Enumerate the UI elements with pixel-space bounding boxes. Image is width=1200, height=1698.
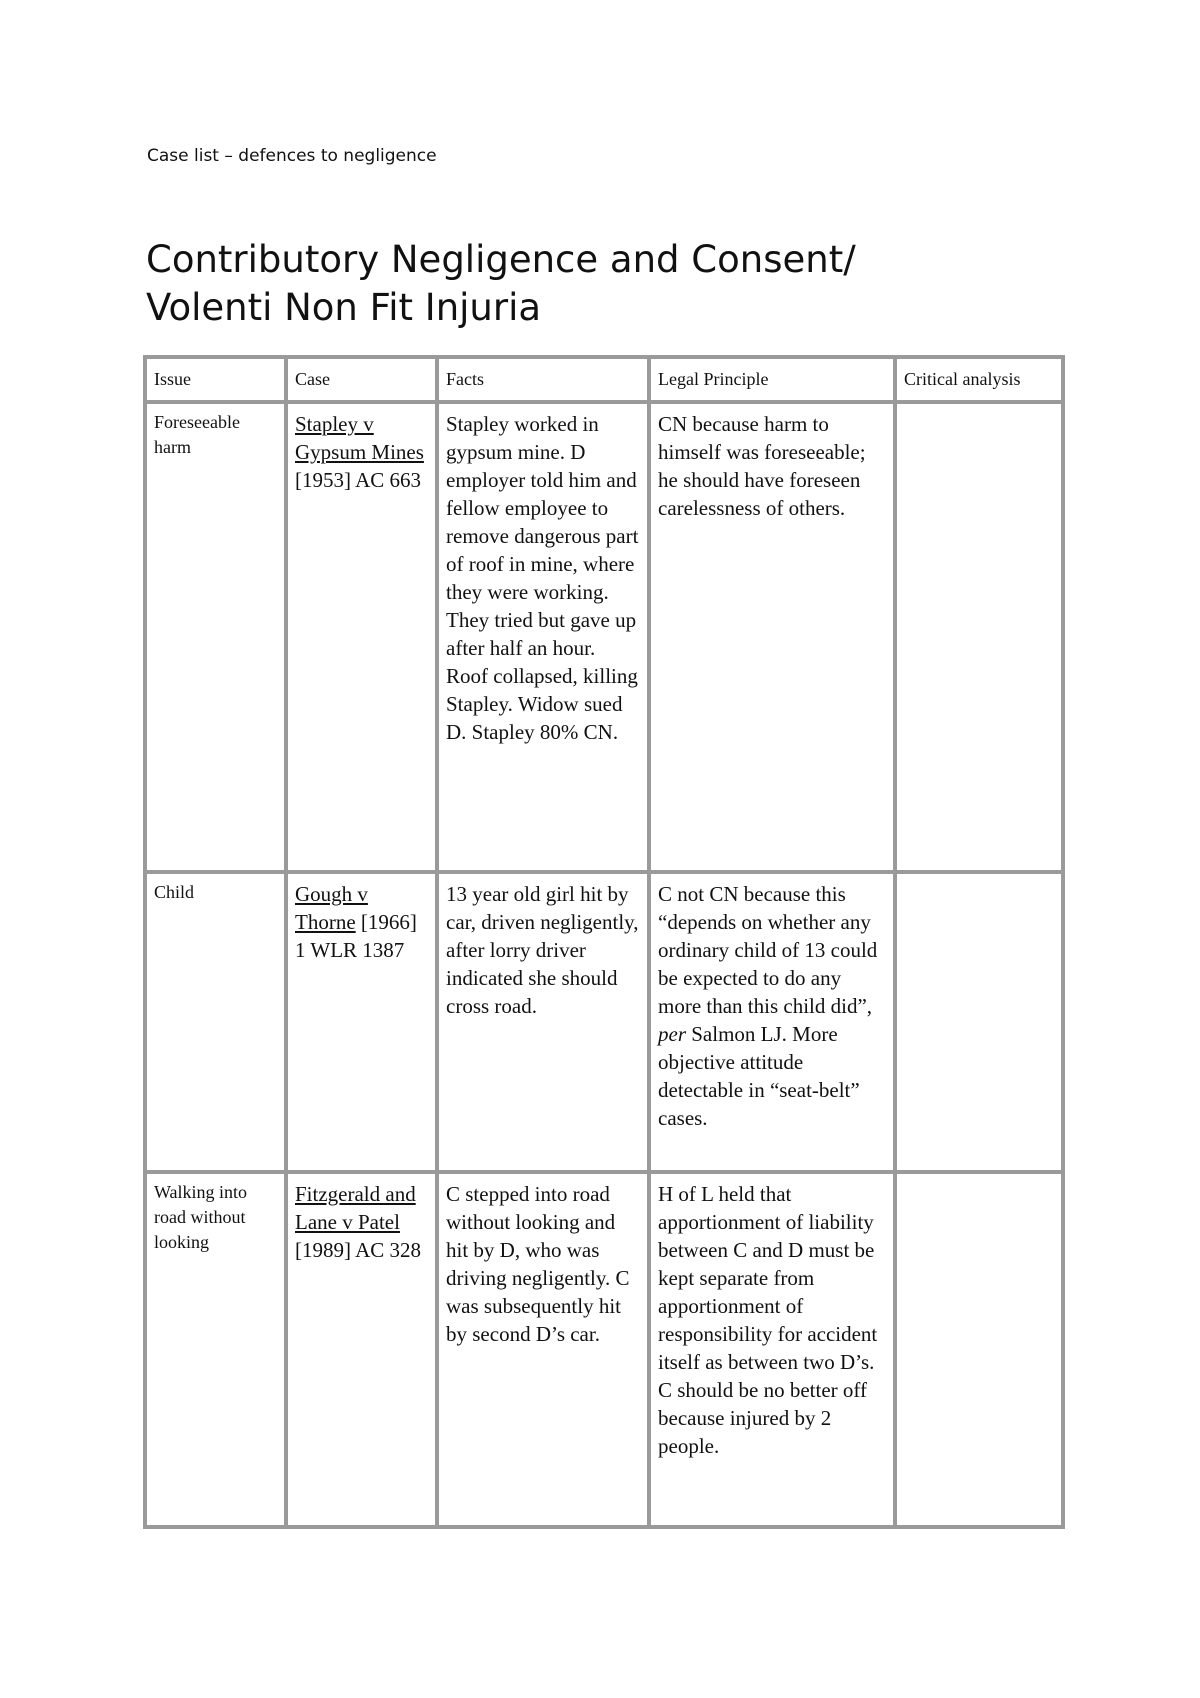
legal-principle-cell: [649, 402, 895, 872]
legal-principle-cell: [649, 1172, 895, 1527]
column-header-facts: Facts: [437, 357, 649, 402]
column-header-legal-principle: Legal Principle: [649, 357, 895, 402]
case-citation: [1966] 1 WLR 1387: [295, 910, 417, 962]
facts-cell: C stepped into road without looking and hit by D, who was driving negligently. C was subsequently hit by second D’s car.: [437, 1172, 649, 1527]
page-title-line-2: Volenti Non Fit Injuria: [146, 286, 542, 329]
critical-analysis-cell[interactable]: [895, 402, 1063, 872]
legal-principle-text: CN because harm to himself was foreseeable; he should have foreseen carelessness of others.: [658, 412, 866, 520]
column-header-issue: Issue: [145, 357, 286, 402]
case-cell: [286, 872, 437, 1172]
legal-principle-emphasis: per: [658, 1022, 686, 1046]
critical-analysis-cell[interactable]: [895, 872, 1063, 1172]
legal-principle-cell: [649, 872, 895, 1172]
page-title-line-1: Contributory Negligence and Consent/: [146, 238, 856, 281]
case-citation: [1953] AC 663: [295, 468, 421, 492]
legal-principle-text: C not CN because this “depends on whether any ordinary child of 13 could be expected to do any more than this child did”,: [658, 882, 878, 1018]
case-name: Stapley v Gypsum Mines: [295, 412, 424, 464]
column-header-case: Case: [286, 357, 437, 402]
table-header-row: [145, 357, 1063, 402]
case-name: Fitzgerald and Lane v Patel: [295, 1182, 416, 1234]
case-cell: [286, 1172, 437, 1527]
case-cell: [286, 402, 437, 872]
facts-cell: Stapley worked in gypsum mine. D employer told him and fellow employee to remove dangerous part of roof in mine, where they were working. They tried but gave up after half an hour. Roof collapsed, killing Stapley. Widow sued D. Stapley 80% CN.: [437, 402, 649, 872]
case-name: Gough v Thorne: [295, 882, 368, 934]
page-title: [146, 236, 1096, 332]
table-row: [145, 402, 1063, 872]
critical-analysis-cell[interactable]: [895, 1172, 1063, 1527]
table-row: [145, 1172, 1063, 1527]
column-header-critical-analysis: Critical analysis: [895, 357, 1063, 402]
issue-cell: Child: [145, 872, 286, 1172]
document-subtitle: Case list – defences to negligence: [147, 146, 437, 166]
case-table: [143, 355, 1065, 1529]
legal-principle-text: H of L held that apportionment of liability between C and D must be kept separate from apportionment of responsibility for accident itself as between two D’s. C should be no better off because injured by 2 people.: [658, 1182, 878, 1458]
issue-cell: Foreseeable harm: [145, 402, 286, 872]
facts-cell: 13 year old girl hit by car, driven negligently, after lorry driver indicated she should cross road.: [437, 872, 649, 1172]
table-row: [145, 872, 1063, 1172]
case-citation: [1989] AC 328: [295, 1238, 421, 1262]
issue-cell: Walking into road without looking: [145, 1172, 286, 1527]
legal-principle-text-continued: Salmon LJ. More objective attitude detectable in “seat-belt” cases.: [658, 1022, 860, 1130]
